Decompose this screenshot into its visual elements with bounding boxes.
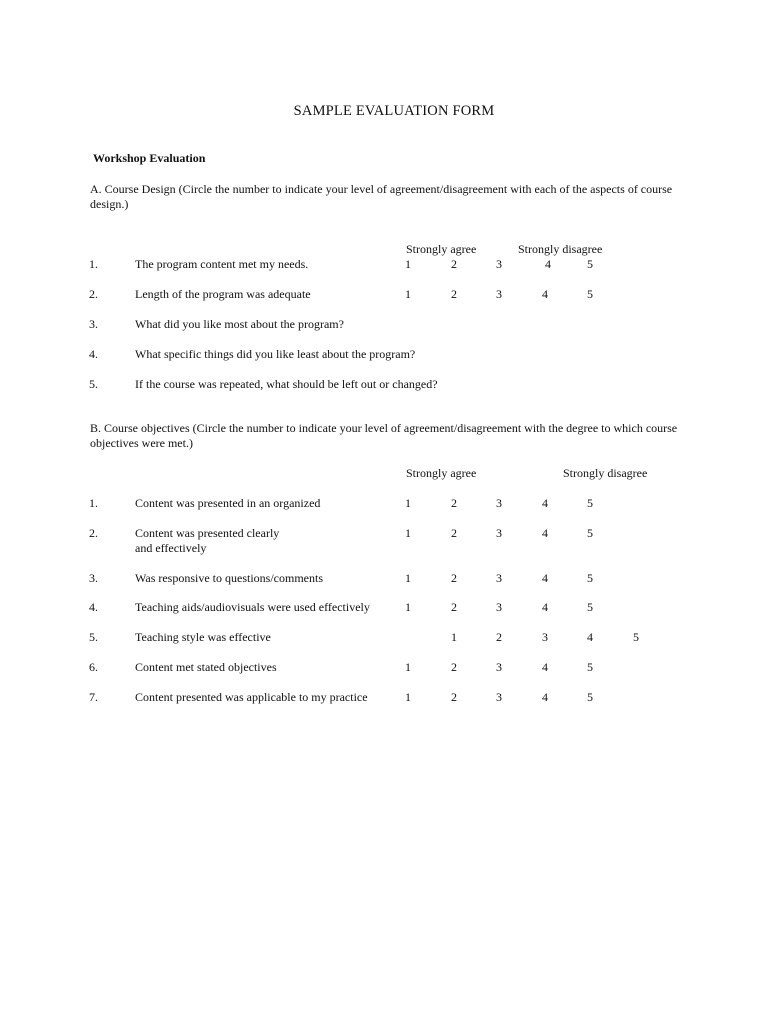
item-number: 5. (89, 630, 98, 644)
section-b-row-2 (0, 526, 768, 558)
section-b-row-1 (0, 496, 768, 528)
section-a-row-1 (0, 257, 768, 289)
scale-option-4[interactable]: 4 (542, 690, 548, 704)
section-b-intro: B. Course objectives (Circle the number to indicate your level of agreement/disagreement with the degree to which course objectives were met.) (90, 421, 678, 450)
item-question: Length of the program was adequate (135, 287, 311, 301)
scale-option-3[interactable]: 3 (496, 526, 502, 540)
page-title: SAMPLE EVALUATION FORM (293, 103, 495, 119)
section-b-row-4 (0, 600, 768, 632)
scale-option-2[interactable]: 2 (451, 257, 457, 271)
section-a-row-4 (0, 347, 768, 379)
item-question: What did you like most about the program? (135, 317, 344, 331)
scale-option-2[interactable]: 2 (451, 660, 457, 674)
section-b-row-5 (0, 630, 768, 662)
scale-option-2[interactable]: 2 (496, 630, 502, 644)
scale-option-1[interactable]: 1 (405, 600, 411, 614)
scale-option-4[interactable]: 4 (545, 257, 551, 271)
scale-option-2[interactable]: 2 (451, 287, 457, 301)
scale-option-5[interactable]: 5 (633, 630, 639, 644)
item-number: 4. (89, 347, 98, 361)
item-question: What specific things did you like least about the program? (135, 347, 416, 361)
scale-option-2[interactable]: 2 (451, 526, 457, 540)
scale-option-4[interactable]: 4 (542, 496, 548, 510)
scale-option-1[interactable]: 1 (405, 526, 411, 540)
scale-option-5[interactable]: 5 (587, 571, 593, 585)
item-number: 5. (89, 377, 98, 391)
scale-option-1[interactable]: 1 (405, 257, 411, 271)
scale-option-4[interactable]: 4 (587, 630, 593, 644)
scale-option-1[interactable]: 1 (451, 630, 457, 644)
scale-option-1[interactable]: 1 (405, 496, 411, 510)
item-question: The program content met my needs. (135, 257, 309, 271)
scale-option-5[interactable]: 5 (587, 660, 593, 674)
scale-option-5[interactable]: 5 (587, 526, 593, 540)
scale-option-4[interactable]: 4 (542, 287, 548, 301)
scale-option-5[interactable]: 5 (587, 600, 593, 614)
scale-option-1[interactable]: 1 (405, 287, 411, 301)
scale-option-5[interactable]: 5 (587, 287, 593, 301)
scale-option-2[interactable]: 2 (451, 571, 457, 585)
scale-option-3[interactable]: 3 (496, 600, 502, 614)
section-a-header-disagree: Strongly disagree (518, 242, 603, 256)
section-a-row-5 (0, 377, 768, 409)
scale-option-3[interactable]: 3 (496, 571, 502, 585)
section-a-intro: A. Course Design (Circle the number to indicate your level of agreement/disagreement with each of the aspects of course design.) (90, 182, 673, 211)
scale-option-4[interactable]: 4 (542, 660, 548, 674)
item-number: 2. (89, 287, 98, 301)
scale-option-4[interactable]: 4 (542, 526, 548, 540)
scale-option-1[interactable]: 1 (405, 690, 411, 704)
item-question: Was responsive to questions/comments (135, 571, 324, 585)
scale-option-3[interactable]: 3 (496, 257, 502, 271)
item-question: If the course was repeated, what should be left out or changed? (135, 377, 438, 391)
scale-option-5[interactable]: 5 (587, 257, 593, 271)
scale-option-2[interactable]: 2 (451, 496, 457, 510)
scale-option-3[interactable]: 3 (496, 660, 502, 674)
item-question: Teaching aids/audiovisuals were used effectively (135, 600, 370, 614)
section-a-row-3 (0, 317, 768, 349)
section-a-row-2 (0, 287, 768, 319)
scale-option-1[interactable]: 1 (405, 660, 411, 674)
form-subtitle: Workshop Evaluation (93, 151, 206, 165)
section-b-row-6 (0, 660, 768, 692)
item-number: 3. (89, 571, 98, 585)
section-b-header-disagree: Strongly disagree (563, 466, 648, 480)
item-question: Content met stated objectives (135, 660, 277, 674)
section-b-row-7 (0, 690, 768, 722)
item-number: 2. (89, 526, 98, 540)
item-number: 1. (89, 257, 98, 271)
scale-option-1[interactable]: 1 (405, 571, 411, 585)
scale-option-2[interactable]: 2 (451, 600, 457, 614)
item-number: 1. (89, 496, 98, 510)
scale-option-5[interactable]: 5 (587, 690, 593, 704)
scale-option-3[interactable]: 3 (542, 630, 548, 644)
scale-option-5[interactable]: 5 (587, 496, 593, 510)
item-question: Content was presented clearly and effectively (135, 526, 280, 555)
section-b-header-agree: Strongly agree (406, 466, 477, 480)
scale-option-4[interactable]: 4 (542, 571, 548, 585)
item-number: 3. (89, 317, 98, 331)
item-number: 7. (89, 690, 98, 704)
section-b-row-3 (0, 571, 768, 603)
scale-option-3[interactable]: 3 (496, 690, 502, 704)
scale-option-3[interactable]: 3 (496, 287, 502, 301)
scale-option-3[interactable]: 3 (496, 496, 502, 510)
item-question: Content presented was applicable to my practice (135, 690, 368, 704)
section-a-header-agree: Strongly agree (406, 242, 477, 256)
scale-option-4[interactable]: 4 (542, 600, 548, 614)
item-number: 6. (89, 660, 98, 674)
item-question: Content was presented in an organized (135, 496, 321, 510)
item-number: 4. (89, 600, 98, 614)
scale-option-2[interactable]: 2 (451, 690, 457, 704)
item-question: Teaching style was effective (135, 630, 271, 644)
